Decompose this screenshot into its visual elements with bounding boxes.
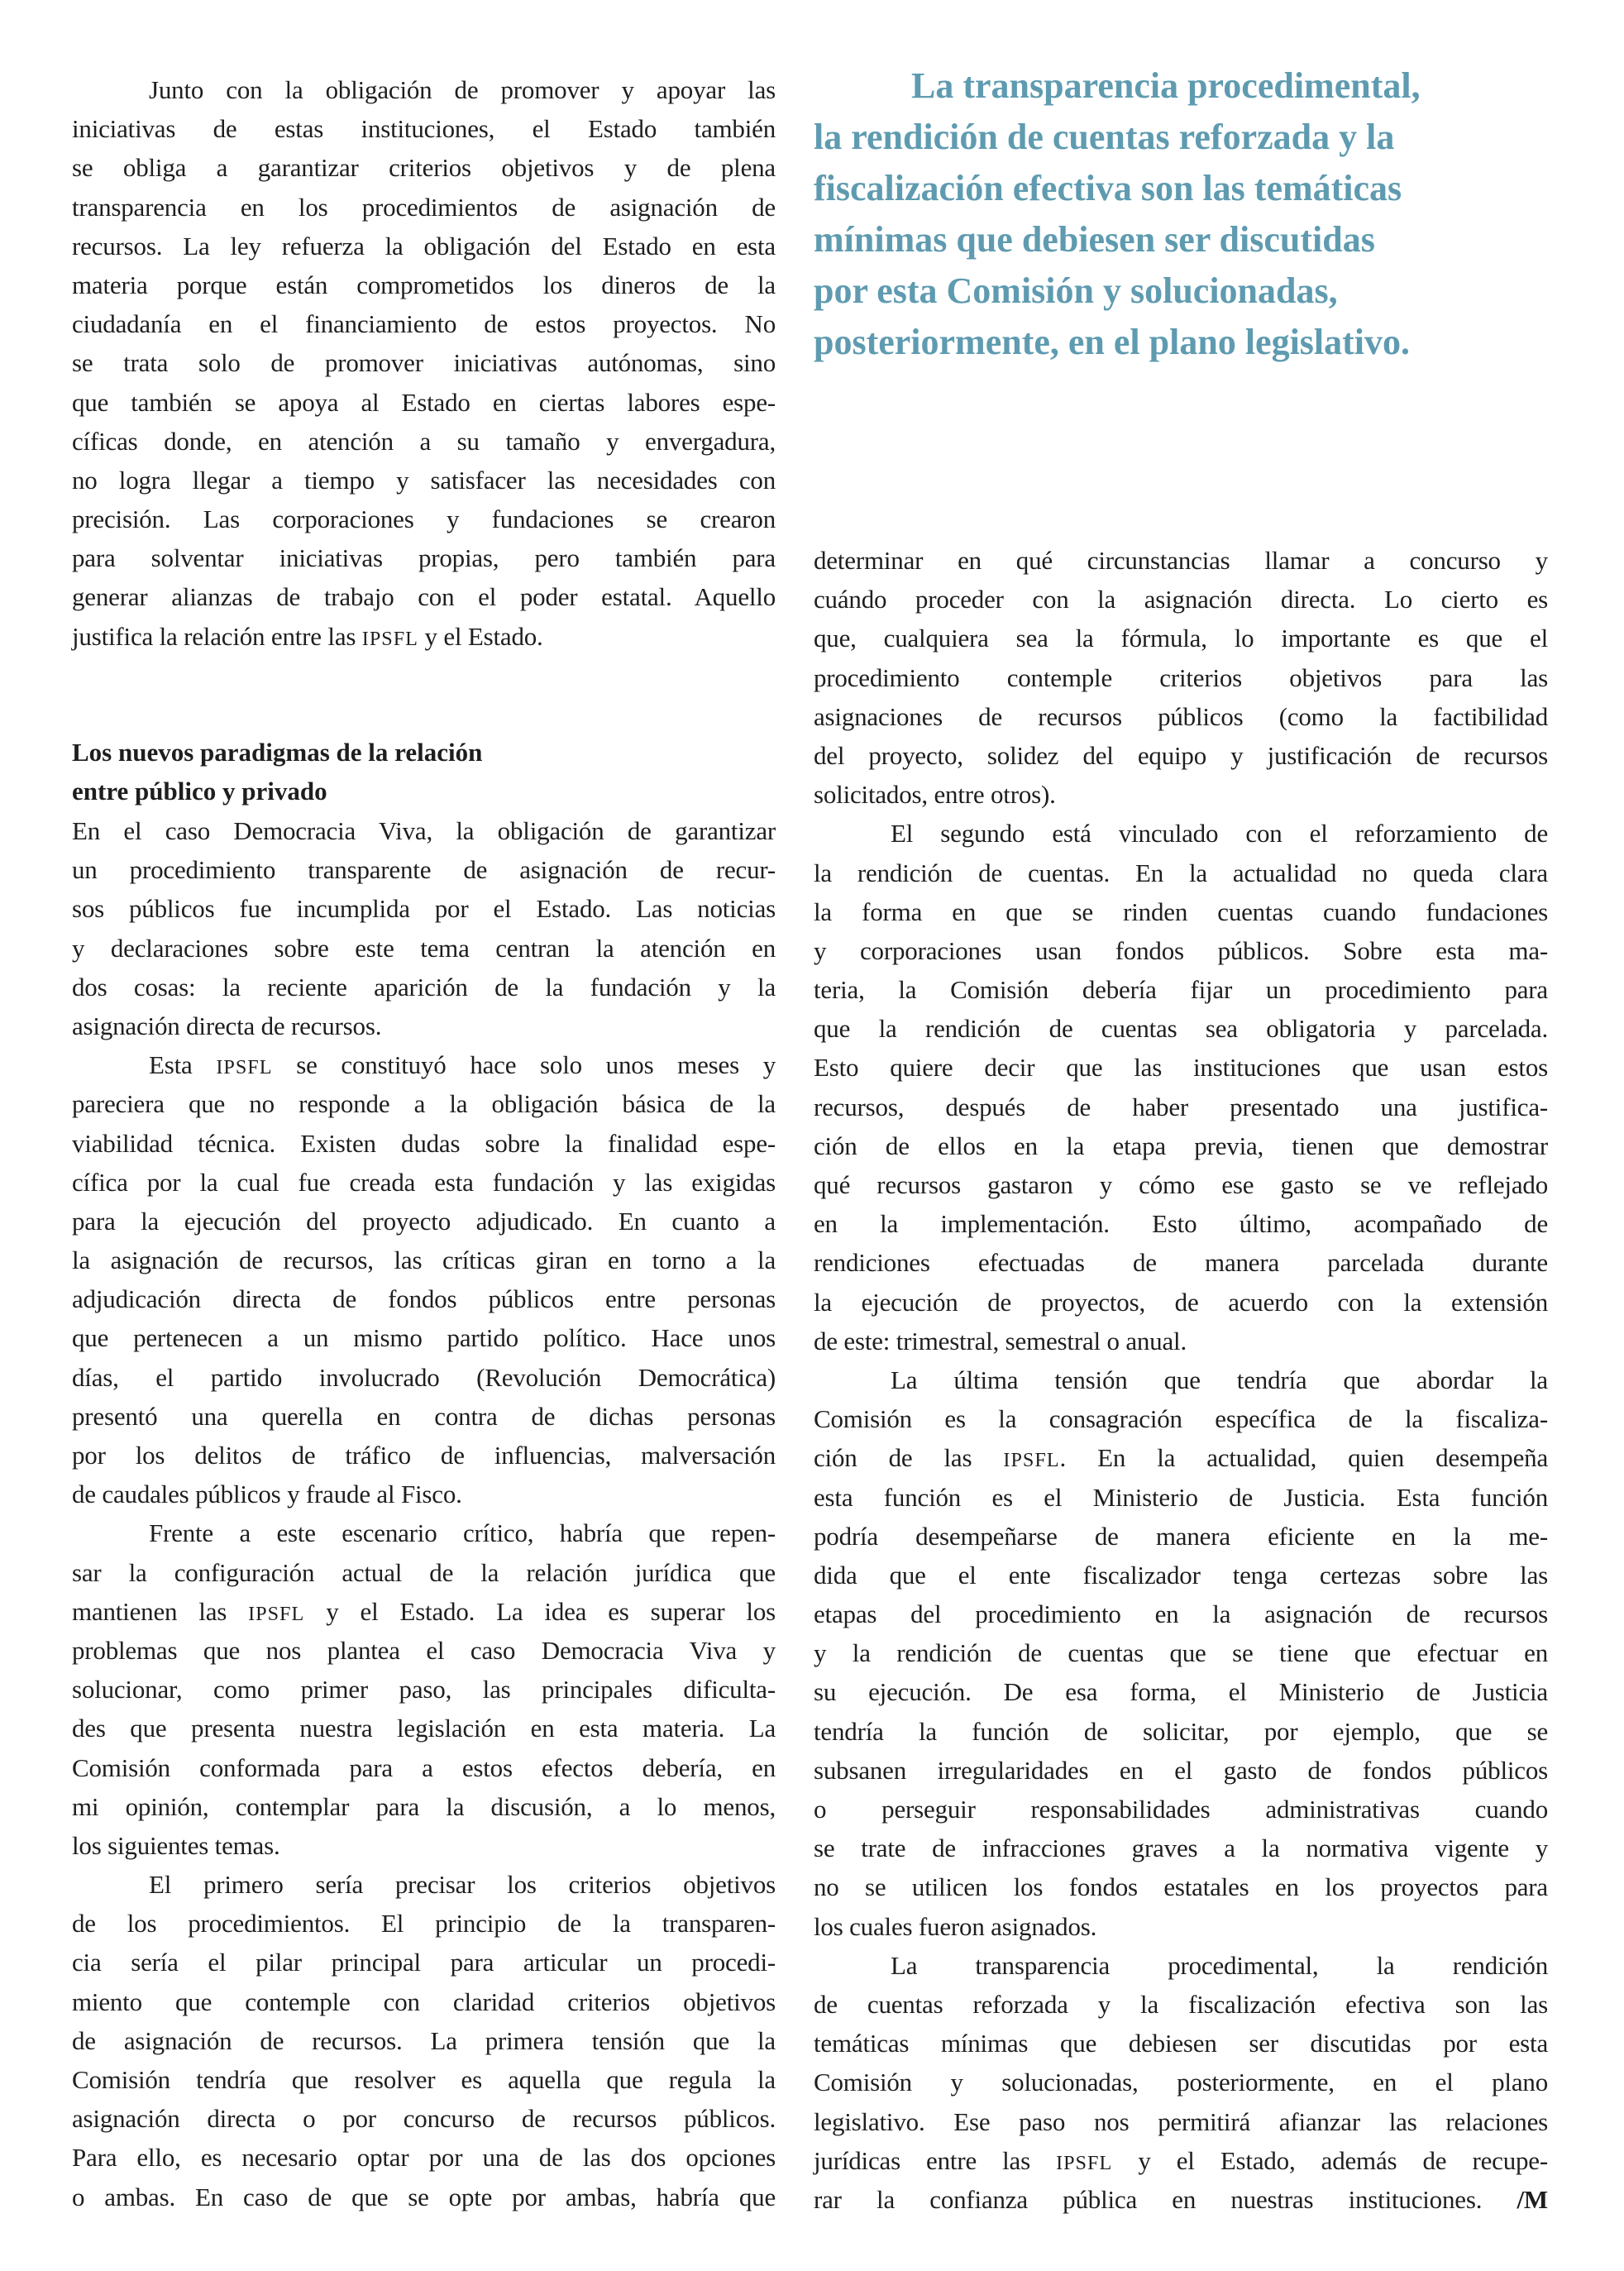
text-line: En el caso Democracia Viva, la obligación de garantizar [72, 816, 776, 845]
text-line: que, cualquiera sea la fórmula, lo importante es que el [814, 624, 1548, 653]
text-line: los cuales fueron asignados. [814, 1911, 1097, 1941]
text-line: iniciativas de estas instituciones, el Estado también [72, 114, 776, 144]
section-heading-line-1: Los nuevos paradigmas de la relación [72, 738, 483, 767]
acronym-ipsfl: IPSFL [216, 1056, 273, 1079]
paragraph [72, 1045, 776, 1513]
paragraph [72, 811, 776, 1045]
paragraph [814, 1946, 1548, 2219]
paragraph [72, 1513, 776, 1865]
pull-quote-line: La transparencia procedimental, [911, 65, 1421, 106]
text-line: Para ello, es necesario optar por una de las dos opciones [72, 2143, 776, 2173]
text-line: ción de ellos en la etapa previa, tienen que demostrar [814, 1131, 1548, 1160]
text-line: pareciera que no responde a la obligación básica de la [72, 1089, 776, 1119]
text-line: la ejecución de proyectos, de acuerdo con la extensión [814, 1287, 1548, 1317]
text-line: des que presenta nuestra legislación en esta materia. La [72, 1714, 776, 1743]
text-line: ciudadanía en el financiamiento de estos proyectos. No [72, 309, 776, 339]
end-mark: /M [1517, 2184, 1548, 2214]
text-line: su ejecución. De esa forma, el Ministerio de Justicia [814, 1677, 1548, 1707]
acronym-ipsfl: IPSFL [1003, 1449, 1060, 1472]
text-line: y corporaciones usan fondos públicos. Sobre esta ma- [814, 935, 1548, 965]
text-line: cia sería el pilar principal para articular un procedi- [72, 1948, 776, 1977]
paragraph [814, 541, 1548, 814]
text-line: La transparencia procedimental, la rendición [891, 1950, 1548, 1980]
paragraph [72, 70, 776, 656]
section-heading [72, 733, 776, 810]
text-line: o perseguir responsabilidades administrativas cuando [814, 1795, 1548, 1824]
text-line: se obliga a garantizar criterios objetivos y de plena [72, 153, 776, 183]
text-line: para la ejecución del proyecto adjudicado. En cuanto a [72, 1206, 776, 1236]
text-line: transparencia en los procedimientos de asignación de [72, 192, 776, 222]
text-line: temáticas mínimas que debiesen ser discutidas por esta [814, 2029, 1548, 2058]
text-line: rar la confianza pública en nuestras instituciones. /M [814, 2184, 1548, 2214]
pull-quote [814, 60, 1574, 368]
text-line: no logra llegar a tiempo y satisfacer las necesidades con [72, 465, 776, 495]
text-line: ción de las IPSFL. En la actualidad, quien desempeña [814, 1443, 1548, 1473]
text-line: esta función es el Ministerio de Justicia. Esta función [814, 1482, 1548, 1512]
text-line: cíficas donde, en atención a su tamaño y envergadura, [72, 426, 776, 456]
text-line: mantienen las IPSFL y el Estado. La idea es superar los [72, 1596, 776, 1626]
text-line: asignaciones de recursos públicos (como la factibilidad [814, 701, 1548, 731]
text-line: Comisión tendría que resolver es aquella que regula la [72, 2065, 776, 2094]
text-line: El segundo está vinculado con el reforzamiento de [891, 819, 1548, 849]
text-line: generar alianzas de trabajo con el poder estatal. Aquello [72, 582, 776, 612]
text-line: presentó una querella en contra de dichas personas [72, 1401, 776, 1431]
text-line: no se utilicen los fondos estatales en los proyectos para [814, 1872, 1548, 1902]
text-line: días, el partido involucrado (Revolución Democrática) [72, 1362, 776, 1392]
text-line: que pertenecen a un mismo partido político. Hace unos [72, 1323, 776, 1353]
pull-quote-line: mínimas que debiesen ser discutidas [814, 219, 1375, 260]
text-line: la asignación de recursos, las críticas giran en torno a la [72, 1245, 776, 1275]
text-line: de este: trimestral, semestral o anual. [814, 1326, 1187, 1355]
section-heading-line-2: entre público y privado [72, 777, 327, 806]
pull-quote-line: por esta Comisión y solucionadas, [814, 270, 1338, 311]
text-line: precisión. Las corporaciones y fundaciones se crearon [72, 504, 776, 534]
text-line: para solventar iniciativas propias, pero también para [72, 543, 776, 573]
text-line: que también se apoya al Estado en ciertas labores espe- [72, 387, 776, 417]
text-line: tendría la función de solicitar, por ejemplo, que se [814, 1716, 1548, 1746]
text-line: de los procedimientos. El principio de la transparen- [72, 1909, 776, 1939]
text-line: Frente a este escenario crítico, habría que repen- [149, 1518, 776, 1548]
text-line: determinar en qué circunstancias llamar a concurso y [814, 546, 1548, 575]
text-line: o ambas. En caso de que se opte por ambas, habría que [72, 2182, 776, 2211]
text-line: Esto quiere decir que las instituciones que usan estos [814, 1053, 1548, 1083]
text-line: Esta IPSFL se constituyó hace solo unos meses y [149, 1050, 776, 1080]
text-line: La última tensión que tendría que abordar la [891, 1365, 1548, 1394]
text-line: Junto con la obligación de promover y apoyar las [149, 75, 776, 104]
text-line: dos cosas: la reciente aparición de la fundación y la [72, 972, 776, 1002]
text-line: materia porque están comprometidos los dineros de la [72, 270, 776, 299]
pull-quote-line: la rendición de cuentas reforzada y la [814, 117, 1395, 157]
text-line: que la rendición de cuentas sea obligatoria y parcelada. [814, 1014, 1548, 1044]
text-line: Comisión conformada para a estos efectos debería, en [72, 1752, 776, 1782]
text-line: de cuentas reforzada y la fiscalización efectiva son las [814, 1989, 1548, 2019]
pull-quote-line: posteriormente, en el plano legislativo. [814, 322, 1411, 362]
paragraph [72, 1865, 776, 2216]
text-line: miento que contemple con claridad criterios objetivos [72, 1987, 776, 2016]
text-line: El primero sería precisar los criterios objetivos [149, 1870, 776, 1900]
text-line: sar la configuración actual de la relación jurídica que [72, 1557, 776, 1587]
text-line: legislativo. Ese paso nos permitirá afianzar las relaciones [814, 2106, 1548, 2136]
text-line: la rendición de cuentas. En la actualidad no queda clara [814, 858, 1548, 887]
text-line: los siguientes temas. [72, 1830, 280, 1860]
text-line: asignación directa o por concurso de recursos públicos. [72, 2104, 776, 2134]
text-line: de asignación de recursos. La primera tensión que la [72, 2025, 776, 2055]
text-line: viabilidad técnica. Existen dudas sobre la finalidad espe- [72, 1128, 776, 1158]
text-line: mi opinión, contemplar para la discusión, a lo menos, [72, 1791, 776, 1821]
text-line: dida que el ente fiscalizador tenga certezas sobre las [814, 1560, 1548, 1590]
paragraph [814, 814, 1548, 1360]
text-line: del proyecto, solidez del equipo y justificación de recursos [814, 740, 1548, 770]
text-line: teria, la Comisión debería fijar un procedimiento para [814, 975, 1548, 1005]
pull-quote-line: fiscalización efectiva son las temáticas [814, 168, 1402, 208]
text-line: recursos, después de haber presentado una justifica- [814, 1092, 1548, 1121]
text-line: qué recursos gastaron y cómo ese gasto se ve reflejado [814, 1170, 1548, 1199]
text-line: un procedimiento transparente de asignación de recur- [72, 855, 776, 885]
left-column-body [72, 811, 776, 2216]
text-line: solucionar, como primer paso, las principales dificulta- [72, 1675, 776, 1704]
text-line: asignación directa de recursos. [72, 1011, 382, 1040]
right-column-body [814, 541, 1548, 2219]
text-line: podría desempeñarse de manera eficiente en la me- [814, 1521, 1548, 1551]
text-line: Comisión es la consagración específica de la fiscaliza- [814, 1404, 1548, 1434]
text-line: se trata solo de promover iniciativas autónomas, sino [72, 348, 776, 378]
text-line: se trate de infracciones graves a la normativa vigente y [814, 1834, 1548, 1863]
text-line: jurídicas entre las IPSFL y el Estado, además de recupe- [814, 2145, 1548, 2175]
text-line: cuándo proceder con la asignación directa. Lo cierto es [814, 585, 1548, 614]
text-line: rendiciones efectuadas de manera parcelada durante [814, 1248, 1548, 1278]
text-line: problemas que nos plantea el caso Democracia Viva y [72, 1635, 776, 1665]
text-line: la forma en que se rinden cuentas cuando fundaciones [814, 896, 1548, 926]
text-line: solicitados, entre otros). [814, 780, 1056, 810]
acronym-ipsfl: IPSFL [1056, 2151, 1113, 2174]
left-column-intro [72, 70, 776, 656]
text-line: procedimiento contemple criterios objetivos para las [814, 662, 1548, 692]
text-line: sos públicos fue incumplida por el Estado. Las noticias [72, 894, 776, 924]
text-line: adjudicación directa de fondos públicos entre personas [72, 1284, 776, 1314]
acronym-ipsfl: IPSFL [248, 1602, 305, 1625]
text-line: y la rendición de cuentas que se tiene que efectuar en [814, 1638, 1548, 1668]
text-line: subsanen irregularidades en el gasto de fondos públicos [814, 1755, 1548, 1785]
acronym-ipsfl: IPSFL [361, 627, 418, 650]
text-line: etapas del procedimiento en la asignación de recursos [814, 1599, 1548, 1629]
text-line: Comisión y solucionadas, posteriormente, en el plano [814, 2068, 1548, 2097]
text-line: en la implementación. Esto último, acompañado de [814, 1209, 1548, 1239]
text-line: de caudales públicos y fraude al Fisco. [72, 1480, 462, 1509]
text-line: recursos. La ley refuerza la obligación del Estado en esta [72, 231, 776, 261]
paragraph [814, 1360, 1548, 1946]
text-line: y declaraciones sobre este tema centran la atención en [72, 933, 776, 963]
text-line: justifica la relación entre las IPSFL y el Estado. [72, 621, 543, 651]
text-line: cífica por la cual fue creada esta fundación y las exigidas [72, 1167, 776, 1197]
text-line: por los delitos de tráfico de influencias, malversación [72, 1441, 776, 1470]
